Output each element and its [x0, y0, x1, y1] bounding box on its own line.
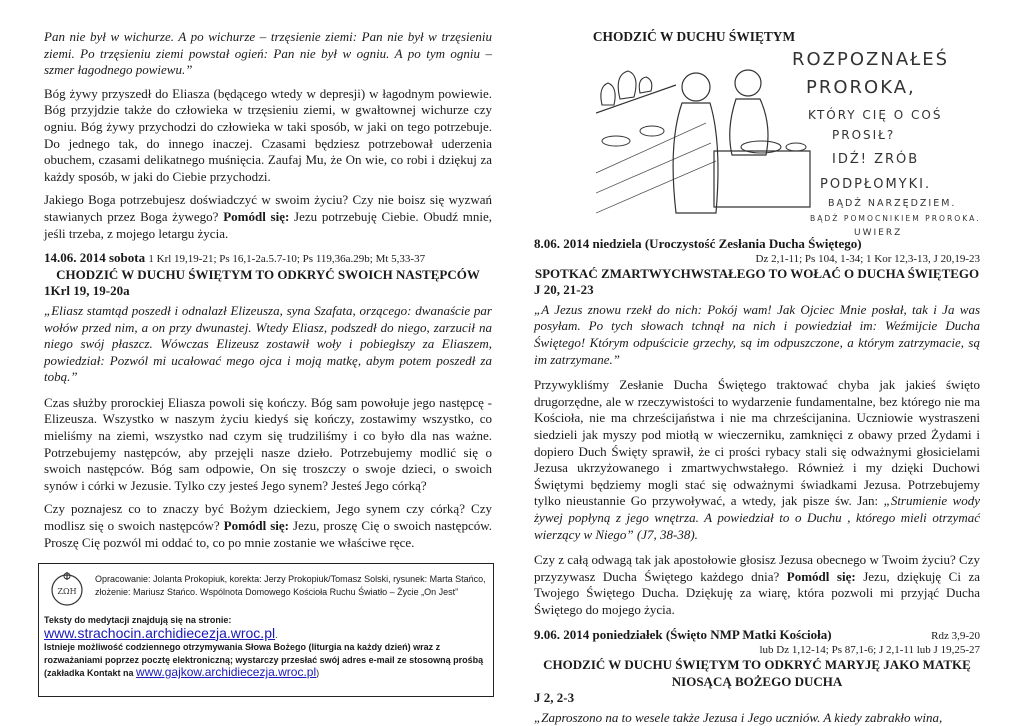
day-header-09-06 [534, 627, 980, 644]
day-header-08-06: 8.06. 2014 niedziela (Uroczystość Zesłania Ducha Świętego) [534, 236, 862, 251]
john-quote: „Strumienie wody żywej popłyną z jego wnętrza. A powiedział to o Duchu , którego mieli otrzymać wierzący w Niego” (J7, 38-38). [534, 493, 981, 542]
drawing-text-4: PROSIŁ? [832, 128, 896, 142]
drawing-text-5: IDŹ! ZRÓB [832, 152, 920, 167]
paragraph-question-3 [534, 552, 980, 618]
drawing-text-2: PROROKA, [806, 77, 916, 98]
prayer-text: Jezu, dziękuję Ci za Twojego Świętego Ducha. Dziękuję za wiarę, która pozwoli mi przyjąć Ducha Świętego do mojego życia. [534, 568, 980, 617]
day-title: SPOTKAĆ ZMARTWYCHWSTAŁEGO TO WOŁAĆ O DUCHA ŚWIĘTEGO [534, 265, 980, 281]
paragraph-elijah-reflection: Bóg żywy przyszedł do Eliasza (będącego wtedy w depresji) w łagodnym powiewie. Bóg przyjdzie także do człowieka w trzęsieniu ziemi, w gwałtownej wichurze czy ogniu. Bóg żywy przychodzi do człowieka w taki sposób, w jaki on tego potrzebuje. Do jednego tak, do innego inaczej. Czasami będziesz potrzebował uderzenia obuchem, czasami delikatnego muśnięcia. Zaufaj Mu, że On wie, co robi i dziękuj za każdy sposób, w jaki do Ciebie przychodzi. [44, 85, 492, 184]
scripture-quote: „A Jezus znowu rzekł do nich: Pokój wam! Jak Ojciec Mnie posłał, tak i Ja was posyłam. Po tych słowach tchnął na nich i powiedział im: Weźmijcie Ducha Świętego! Którym odpuścicie grzechy, są im odpuszczone, a którym zatrzymacie, są im zatrzymane.” [534, 301, 980, 367]
day-refs-a: Rdz 3,9-20 [931, 630, 980, 643]
right-column [534, 0, 980, 726]
left-column [44, 0, 492, 551]
pray-label: Pomódl się: [223, 208, 290, 224]
meditation-site-label: Teksty do medytacji znajdują się na stronie: [44, 615, 232, 625]
pentecost-text: Przywykliśmy Zesłanie Ducha Świętego traktować chyba jak jakieś święto drugorzędne, ale w rzeczywistości to wydarzenie fundamentalne, bez którego nie ma Kościoła, nie ma chrześcijaństwa i nie ma chrześcijanina. Uczniowie wystraszeni siedzieli jak myszy pod miotłą w wieczerniku, zamknięci z obawy przed Żydami i dopiero Duch Święty sprawił, że ci prości rybacy stali się odważnymi głosicielami Jezusa ukrzyżowanego i zmartwychwstałego. Również i my dzięki Duchowi Świętymi będziemy mogli stać się odważnymi świadkami Jezusa. Potrzebujemy tylko nieustannie Go przywoływać, a wtedy, jak pisze św. Jan: [534, 377, 980, 509]
paragraph-pentecost [534, 377, 980, 543]
logo-text: ΖΩΗ [57, 587, 77, 596]
day-header-14-06 [44, 250, 492, 267]
paragraph-question-2 [44, 501, 492, 551]
drawing-text-8: BĄDŹ POMOCNIKIEM PROROKA. [810, 214, 981, 223]
drawing-text-6: PODPŁOMYKI. [820, 177, 932, 192]
day-scripture-ref: J 20, 21-23 [534, 282, 594, 298]
drawing-text-7: BĄDŹ NARZĘDZIEM. [828, 198, 957, 209]
day-scripture-ref: 1Krl 19, 19-20a [44, 283, 130, 299]
drawing-text-1: ROZPOZNAŁEŚ [792, 49, 950, 70]
subscription-info [44, 641, 490, 680]
gajkow-link[interactable]: www.gajkow.archidiecezja.wroc.pl [136, 665, 317, 679]
credits-text: Opracowanie: Jolanta Prokopiuk, korekta: Jerzy Prokopiuk/Tomasz Solski, rysunek: Marta Stańco, złożenie: Mariusz Stańco. Wspólnota Domowego Kościoła Ruchu Światło – Życie „On Jest” [95, 574, 486, 597]
community-logo-icon [49, 570, 85, 612]
day-refs: Dz 2,1-11; Ps 104, 1-34; 1 Kor 12,3-13, J 20,19-23 [755, 252, 980, 265]
pray-label: Pomódl się: [786, 568, 856, 584]
right-page-title: CHODZIĆ W DUCHU ŚWIĘTYM [592, 29, 796, 44]
strachocin-link[interactable]: www.strachocin.archidiecezja.wroc.pl [44, 624, 276, 641]
scripture-quote: „Zaproszono na to wesele także Jezusa i Jego uczniów. A kiedy zabrakło wina, [534, 709, 943, 725]
pray-label: Pomódl się: [223, 518, 290, 534]
scripture-quote: „Eliasz stamtąd poszedł i odnalazł Elizeusza, syna Szafata, orzącego: dwanaście par wołów przed nim, a on przy dwunastej. Wtedy Eliasz, podszedł do niego, zarzucił na niego swój płaszcz. Wówczas Elizeusz zostawił woły i pobiegłszy za Eliaszem, powiedział: Pozwól mi ucałować mego ojca i moją matkę, abym potem poszedł za tobą.” [44, 302, 492, 385]
elijah-quote: Pan nie był w wichurze. A po wichurze – trzęsienie ziemi: Pan nie był w trzęsieniu ziemi. Po trzęsieniu ziemi powstał ogień: Pan nie był w ogniu. A po tym ogniu – szmer łagodnego powiewu.” [44, 29, 492, 78]
day-date: 9.06. 2014 poniedziałek (Święto NMP Matki Kościoła) [534, 627, 832, 643]
prayer-text: Jezu potrzebuję Ciebie. Obudź mnie, jeśli trzeba, z mojego letargu życia. [44, 208, 493, 241]
url-suffix: . [275, 629, 278, 640]
drawing-text-9: UWIERZ [854, 228, 903, 238]
publication-info-box [38, 563, 494, 697]
question-text: Jakiego Boga potrzebujesz doświadczyć w swoim życiu? Czy nie boisz się wyzwań stawianych przez Boga żywego? [44, 192, 492, 224]
question-text: Czy poznajesz co to znaczy być Bożym dzieckiem, Jego synem czy córką? Czy modlisz się o swoich następców? [44, 501, 492, 534]
day-refs-b: lub Dz 1,12-14; Ps 87,1-6; J 2,1-11 lub J 19,25-27 [759, 644, 980, 657]
day-title: CHODZIĆ W DUCHU ŚWIĘTYM TO ODKRYĆ MARYJĘ JAKO MATKĘ NIOSĄCĄ BOŻEGO DUCHA [543, 657, 971, 689]
day-refs: 1 Krl 19,19-21; Ps 16,1-2a.5.7-10; Ps 119,36a.29b; Mt 5,33-37 [148, 253, 426, 266]
prayer-text: Jezu, proszę Cię o swoich następców. Proszę Cię pozwól mi oddać to, co po mnie zostanie we właściwe ręce. [44, 518, 493, 550]
day-scripture-ref: J 2, 2-3 [534, 690, 575, 706]
day-date: 14.06. 2014 sobota [44, 250, 146, 266]
paragraph-question-1 [44, 192, 492, 242]
url-line-1 [44, 624, 490, 642]
question-text: Czy z całą odwagą tak jak apostołowie głosisz Jezusa obecnego w Twoim życiu? Czy przyzywasz Ducha Świętego każdego dnia? [534, 552, 980, 584]
subscription-text: Istnieje możliwość codziennego otrzymywania Słowa Bożego (liturgia na każdy dzień) wraz z rozważaniami poprzez pocztę elektroniczną; wystarczy przesłać swój adres e-mail ze stosowną prośbą (zakładka Kontakt na [44, 642, 484, 678]
contact-lines [44, 614, 490, 680]
drawing-text-3: KTÓRY CIĘ O COŚ [808, 108, 943, 122]
url-suffix-2: ) [316, 668, 320, 678]
day-title: CHODZIĆ W DUCHU ŚWIĘTYM TO ODKRYĆ SWOICH NASTĘPCÓW [56, 266, 480, 282]
paragraph-successors: Czas służby prorockiej Eliasza powoli się kończy. Bóg sam powołuje jego następcę - Elizeusza. Wszystko w naszym życiu kiedyś się kończy, zostawimy wszystko, co mieliśmy na ziemi, wszystko nad czym się trudziliśmy i co było dla nas ważne. Potrzebujemy następców, aby przejęli nasze dzieło. Potrzebujemy modlić się o swoich następców. Bóg sam odpowie, On się troszczy o swoje dzieci, o swoich synów i córki w Jezusie. Tylko czy jesteś Jego synem? Jesteś Jego córką? [44, 394, 492, 493]
